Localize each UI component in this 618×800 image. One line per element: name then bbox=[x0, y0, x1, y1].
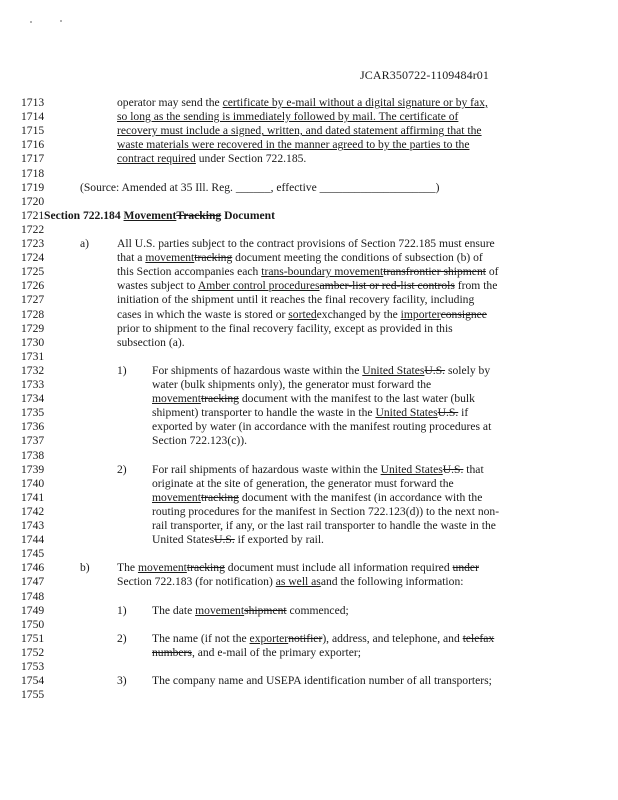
document-line bbox=[21, 632, 606, 646]
subsection-label: a) bbox=[80, 237, 90, 250]
text-segment: of bbox=[485, 265, 499, 279]
document-line bbox=[21, 322, 606, 336]
line-number: 1723 bbox=[21, 237, 45, 250]
text-segment: that a bbox=[117, 251, 146, 265]
line-text bbox=[152, 378, 431, 392]
line-text bbox=[117, 561, 479, 575]
line-text bbox=[152, 674, 492, 688]
text-segment: cases in which the waste is stored or bbox=[117, 307, 289, 321]
line-number: 1729 bbox=[21, 321, 45, 335]
line-number: 1722 bbox=[21, 222, 45, 236]
inserted-text: United States bbox=[380, 462, 443, 476]
line-number: 1746 bbox=[21, 561, 45, 575]
line-number: 1715 bbox=[21, 124, 45, 138]
document-line bbox=[21, 392, 606, 406]
text-segment: document with the manifest (in accordance with the bbox=[238, 490, 483, 504]
inserted-text: movement bbox=[137, 561, 187, 575]
document-line bbox=[21, 237, 606, 251]
line-number: 1724 bbox=[21, 251, 45, 265]
document-line bbox=[21, 308, 606, 322]
text-segment: solely by bbox=[445, 363, 491, 377]
document-line bbox=[21, 251, 606, 265]
line-number: 1733 bbox=[21, 378, 45, 391]
line-number: 1744 bbox=[21, 533, 45, 547]
text-segment: prior to shipment to the final recovery facility, except as provided in this bbox=[117, 321, 453, 335]
document-line bbox=[21, 477, 606, 491]
text-segment: The date bbox=[152, 603, 196, 617]
deleted-text: notifier bbox=[288, 631, 323, 645]
document-line bbox=[21, 604, 606, 618]
line-number: 1727 bbox=[21, 293, 45, 307]
line-number: 1726 bbox=[21, 279, 45, 293]
deleted-text: tracking bbox=[186, 561, 225, 575]
line-text bbox=[117, 293, 474, 307]
deleted-text: tracking bbox=[194, 251, 233, 265]
inserted-text: waste materials were recovered in the manner agreed to by the parties to the bbox=[117, 138, 470, 152]
document-line bbox=[21, 364, 606, 378]
document-line bbox=[21, 181, 606, 195]
document-line bbox=[21, 463, 606, 477]
document-line bbox=[21, 195, 606, 209]
line-number: 1720 bbox=[21, 194, 45, 208]
inserted-text: recovery must include a signed, written, and dated statement affirming that the bbox=[117, 124, 482, 138]
line-text bbox=[152, 604, 349, 618]
document-line bbox=[21, 646, 606, 660]
text-segment: originate at the site of generation, the generator must forward the bbox=[152, 476, 454, 490]
line-text bbox=[117, 124, 482, 138]
document-line bbox=[21, 575, 606, 589]
text-segment: Section 722.183 (for notification) bbox=[117, 575, 276, 589]
deleted-text: U.S. bbox=[424, 363, 446, 377]
subsection-label: 1) bbox=[117, 603, 127, 617]
document-line bbox=[21, 350, 606, 364]
line-number: 1742 bbox=[21, 504, 45, 518]
line-number: 1732 bbox=[21, 363, 45, 377]
line-text bbox=[117, 575, 463, 589]
line-number: 1719 bbox=[21, 180, 45, 194]
document-line bbox=[21, 209, 606, 223]
line-number: 1736 bbox=[21, 420, 45, 434]
text-segment: that bbox=[463, 462, 484, 476]
inserted-text: movement bbox=[152, 392, 201, 406]
document-line bbox=[21, 547, 606, 561]
deleted-text: shipment bbox=[244, 603, 287, 617]
inserted-text: so long as the sending is immediately followed by mail. The certificate of bbox=[117, 110, 459, 124]
text-segment: The bbox=[117, 561, 138, 575]
line-number: 1713 bbox=[21, 96, 45, 109]
line-number: 1739 bbox=[21, 462, 45, 476]
subsection-label: 3) bbox=[117, 674, 127, 688]
line-number: 1750 bbox=[21, 617, 45, 631]
line-text bbox=[44, 209, 275, 223]
document-line bbox=[21, 96, 606, 110]
text-segment: document must include all information required bbox=[224, 561, 453, 575]
text-segment: Section 722.123(c)). bbox=[152, 434, 247, 448]
text-segment: exchanged by the bbox=[316, 307, 401, 321]
line-text bbox=[117, 152, 306, 166]
text-segment: from the bbox=[454, 279, 498, 293]
line-number: 1740 bbox=[21, 476, 45, 490]
deleted-text: Tracking bbox=[176, 208, 222, 222]
line-number: 1755 bbox=[21, 688, 45, 702]
line-number: 1753 bbox=[21, 660, 45, 673]
text-segment: (Source: Amended at 35 Ill. Reg. ______, effective ____________________) bbox=[80, 180, 440, 194]
line-text bbox=[152, 477, 454, 491]
deleted-text: U.S. bbox=[437, 406, 459, 420]
inserted-text: movement bbox=[152, 490, 201, 504]
document-line bbox=[21, 660, 606, 674]
document-line bbox=[21, 279, 606, 293]
document-line bbox=[21, 406, 606, 420]
document-line bbox=[21, 167, 606, 181]
document-line bbox=[21, 265, 606, 279]
line-text bbox=[152, 392, 475, 406]
line-text bbox=[117, 138, 470, 152]
line-text bbox=[152, 505, 499, 519]
text-segment: shipment) transporter to handle the waste in the bbox=[152, 406, 376, 420]
inserted-text: importer bbox=[400, 307, 441, 321]
line-text bbox=[117, 279, 497, 293]
scan-speck bbox=[30, 21, 32, 23]
document-line bbox=[21, 561, 606, 575]
deleted-text: under bbox=[452, 561, 479, 575]
line-number: 1754 bbox=[21, 674, 45, 688]
deleted-text: telefax bbox=[462, 631, 495, 645]
document-line bbox=[21, 293, 606, 307]
text-segment: The company name and USEPA identification number of all transporters; bbox=[152, 674, 492, 688]
document-line bbox=[21, 420, 606, 434]
deleted-text: tracking bbox=[200, 490, 239, 504]
line-number: 1731 bbox=[21, 349, 45, 363]
line-number: 1748 bbox=[21, 589, 45, 603]
line-number: 1741 bbox=[21, 490, 45, 504]
line-number: 1714 bbox=[21, 110, 45, 124]
line-text bbox=[152, 406, 468, 420]
text-segment: The name (if not the bbox=[152, 631, 250, 645]
text-segment: initiation of the shipment until it reaches the final recovery facility, including bbox=[117, 293, 475, 307]
document-line bbox=[21, 505, 606, 519]
text-segment: ), address, and telephone, and bbox=[322, 631, 463, 645]
document-line bbox=[21, 533, 606, 547]
deleted-text: tracking bbox=[200, 392, 239, 406]
text-segment: if bbox=[458, 406, 469, 420]
text-segment: subsection (a). bbox=[117, 335, 185, 349]
line-text bbox=[152, 434, 247, 448]
line-text bbox=[152, 491, 482, 505]
text-segment: For shipments of hazardous waste within the bbox=[152, 363, 363, 377]
text-segment: Section 722.184 bbox=[44, 208, 124, 222]
scan-speck bbox=[60, 20, 62, 22]
text-segment: exported by water (in accordance with the manifest routing procedures at bbox=[152, 420, 492, 434]
deleted-text: U.S. bbox=[214, 533, 235, 547]
line-number: 1735 bbox=[21, 406, 45, 420]
line-text bbox=[117, 336, 185, 350]
inserted-text: certificate by e-mail without a digital signature or by fax, bbox=[222, 96, 488, 109]
line-number: 1752 bbox=[21, 645, 45, 659]
text-segment: , and e-mail of the primary exporter; bbox=[191, 645, 361, 659]
deleted-text: U.S. bbox=[442, 462, 464, 476]
line-number: 1721 bbox=[21, 208, 45, 222]
line-text bbox=[117, 251, 483, 265]
line-text bbox=[152, 463, 484, 477]
inserted-text: trans-boundary movement bbox=[261, 265, 384, 279]
line-number: 1728 bbox=[21, 307, 45, 321]
text-segment: operator may send the bbox=[117, 96, 223, 109]
document-line bbox=[21, 378, 606, 392]
line-text bbox=[117, 322, 453, 336]
text-segment: routing procedures for the manifest in Section 722.123(d)) to the next non- bbox=[152, 504, 500, 518]
line-text bbox=[152, 632, 494, 646]
line-number: 1734 bbox=[21, 392, 45, 406]
line-number: 1716 bbox=[21, 138, 45, 152]
document-line bbox=[21, 688, 606, 702]
line-text bbox=[152, 519, 496, 533]
document-line bbox=[21, 590, 606, 604]
document-line bbox=[21, 491, 606, 505]
line-number: 1737 bbox=[21, 434, 45, 448]
line-number: 1738 bbox=[21, 448, 45, 462]
document-id-header: JCAR350722-1109484r01 bbox=[360, 68, 489, 82]
text-segment: For rail shipments of hazardous waste within the bbox=[152, 462, 381, 476]
text-segment: rail transporter, if any, or the last rail transporter to handle the waste in the bbox=[152, 519, 496, 532]
line-number: 1751 bbox=[21, 631, 45, 645]
line-text bbox=[117, 308, 487, 322]
text-segment: commenced; bbox=[286, 603, 349, 617]
document-line bbox=[21, 434, 606, 448]
inserted-text: exporter bbox=[249, 631, 289, 645]
line-number: 1717 bbox=[21, 152, 45, 166]
inserted-text: Movement bbox=[123, 208, 177, 222]
line-text bbox=[117, 96, 488, 110]
line-number: 1743 bbox=[21, 519, 45, 532]
document-line bbox=[21, 519, 606, 533]
subsection-label: 2) bbox=[117, 631, 127, 645]
line-text bbox=[117, 237, 495, 251]
text-segment: wastes subject to bbox=[117, 279, 198, 293]
document-line bbox=[21, 138, 606, 152]
line-text bbox=[152, 364, 490, 378]
inserted-text: United States bbox=[375, 406, 438, 420]
text-segment: document meeting the conditions of subsection (b) of bbox=[232, 251, 483, 265]
text-segment: document with the manifest to the last water (bulk bbox=[238, 392, 475, 406]
text-segment: if exported by rail. bbox=[234, 533, 324, 547]
deleted-text: amber-list or red-list controls bbox=[319, 279, 455, 293]
deleted-text: consignee bbox=[440, 307, 487, 321]
subsection-label: b) bbox=[80, 561, 90, 575]
deleted-text: transfrontier shipment bbox=[383, 265, 486, 279]
deleted-text: numbers bbox=[152, 645, 192, 659]
text-segment: and the following information: bbox=[320, 575, 464, 589]
text-segment: under Section 722.185. bbox=[195, 152, 307, 166]
text-segment: Document bbox=[221, 208, 275, 222]
line-number: 1730 bbox=[21, 335, 45, 349]
document-line bbox=[21, 152, 606, 166]
line-number: 1745 bbox=[21, 547, 45, 561]
line-text bbox=[152, 533, 324, 547]
inserted-text: Amber control procedures bbox=[197, 279, 320, 293]
line-text bbox=[152, 646, 361, 660]
subsection-label: 1) bbox=[117, 363, 127, 377]
text-segment: United States bbox=[152, 533, 215, 547]
document-line bbox=[21, 223, 606, 237]
document-line bbox=[21, 124, 606, 138]
subsection-label: 2) bbox=[117, 462, 127, 476]
document-line bbox=[21, 110, 606, 124]
document-line bbox=[21, 449, 606, 463]
line-number: 1747 bbox=[21, 575, 45, 589]
line-text bbox=[80, 181, 439, 195]
line-number: 1725 bbox=[21, 265, 45, 279]
document-line bbox=[21, 674, 606, 688]
inserted-text: sorted bbox=[288, 307, 317, 321]
line-text bbox=[117, 265, 499, 279]
line-number: 1749 bbox=[21, 603, 45, 617]
document-line bbox=[21, 336, 606, 350]
inserted-text: United States bbox=[362, 363, 425, 377]
line-number: 1718 bbox=[21, 166, 45, 180]
inserted-text: movement bbox=[195, 603, 245, 617]
inserted-text: contract required bbox=[117, 152, 196, 166]
document-line bbox=[21, 618, 606, 632]
inserted-text: movement bbox=[145, 251, 195, 265]
line-text bbox=[152, 420, 491, 434]
text-segment: this Section accompanies each bbox=[117, 265, 262, 279]
line-text bbox=[117, 110, 458, 124]
text-segment: All U.S. parties subject to the contract provisions of Section 722.185 must ensure bbox=[117, 237, 495, 250]
text-segment: water (bulk shipments only), the generator must forward the bbox=[152, 378, 432, 391]
inserted-text: as well as bbox=[275, 575, 321, 589]
